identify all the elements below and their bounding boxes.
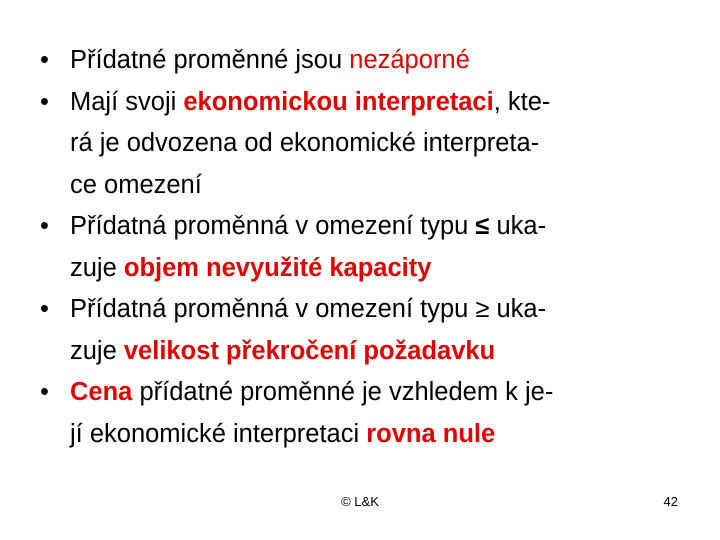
bold-symbol: ≤ <box>475 212 490 240</box>
bullet-text: přídatné proměnné je vzhledem k je- <box>132 378 554 406</box>
bullet-text: jí ekonomické interpretaci <box>70 419 367 448</box>
bullet-text: zuje <box>70 336 124 365</box>
bullet-dot: • <box>40 378 49 406</box>
highlighted-text: ekonomickou interpretaci <box>183 87 494 116</box>
highlighted-text: objem nevyužité kapacity <box>123 253 432 282</box>
bullet-text: Přídatná proměnná v omezení typu ≥ uka- <box>70 295 547 323</box>
bullet-item <box>40 40 680 82</box>
bullet-dot: • <box>40 295 49 323</box>
highlighted-text: Cena <box>70 378 133 406</box>
bullet-dot: • <box>40 46 49 74</box>
bullet-text: Přídatné proměnné jsou <box>70 46 350 74</box>
bullet-item <box>40 82 680 207</box>
page-number: 42 <box>663 494 678 509</box>
bullet-item <box>40 289 680 372</box>
bullet-text: Přídatná proměnná v omezení typu <box>70 212 476 240</box>
bullet-text: ce omezení <box>70 170 202 199</box>
bullet-text: rá je odvozena od ekonomické interpreta- <box>70 129 540 157</box>
highlighted-text: velikost překročení požadavku <box>123 336 496 365</box>
highlighted-text: nezáporné <box>349 46 470 74</box>
bullet-text: , kte- <box>493 87 551 116</box>
bullet-item <box>40 206 680 289</box>
bullet-dot: • <box>40 212 49 240</box>
bullet-text: zuje <box>70 253 124 282</box>
bullet-text: uka- <box>489 212 547 240</box>
bullet-dot: • <box>40 87 49 116</box>
copyright-footer: © L&K <box>341 494 379 509</box>
bullet-item <box>40 372 680 455</box>
bullet-text: Mají svoji <box>70 87 184 116</box>
bullet-list <box>40 40 680 455</box>
highlighted-text: rovna nule <box>366 419 496 448</box>
